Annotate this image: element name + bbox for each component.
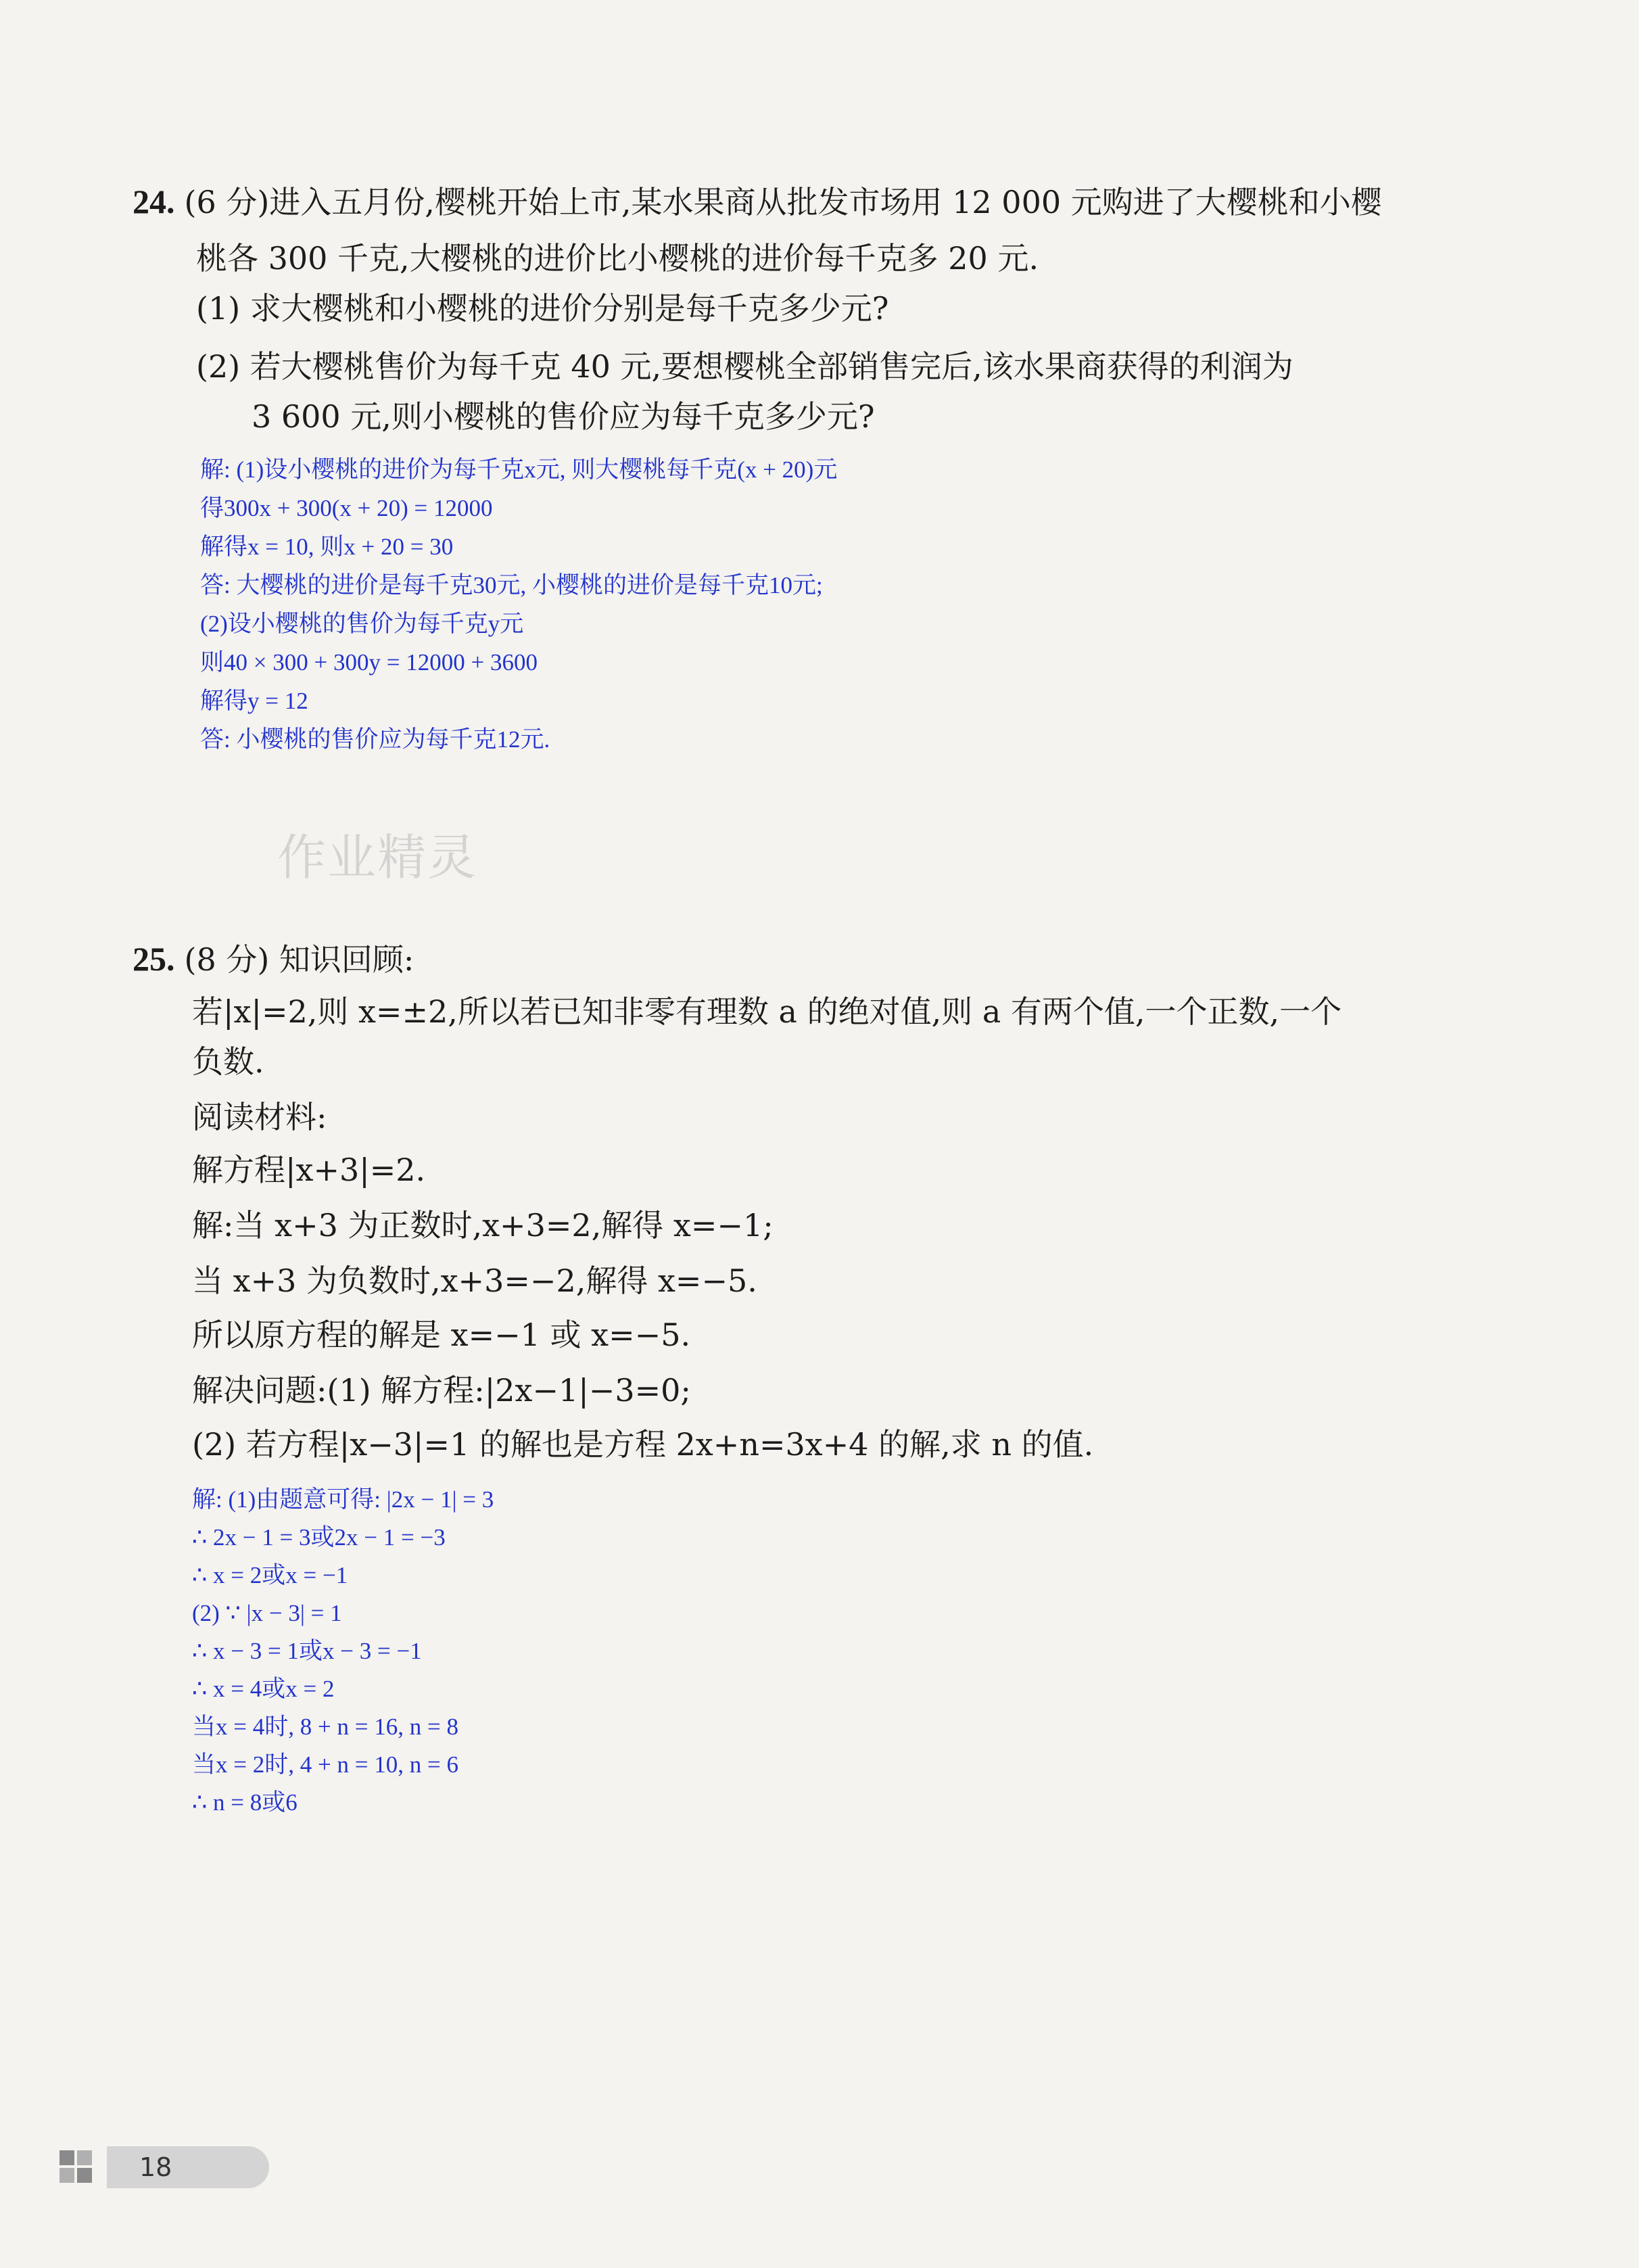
question-24-line-1 bbox=[133, 177, 1382, 227]
solution-line: 得300x + 300(x + 20) = 12000 bbox=[200, 495, 493, 521]
solution-line: 当x = 4时, 8 + n = 16, n = 8 bbox=[192, 1714, 458, 1740]
question-24-part-2b: 3 600 元,则小樱桃的售价应为每千克多少元? bbox=[252, 398, 875, 435]
solution-line: 解得y = 12 bbox=[200, 688, 308, 714]
question-25-text: 若|x|=2,则 x=±2,所以若已知非零有理数 a 的绝对值,则 a 有两个值,一个正数,一个 bbox=[192, 993, 1342, 1030]
grid-square-icon bbox=[77, 2150, 92, 2165]
question-24-text-1: (6 分)进入五月份,樱桃开始上市,某水果商从批发市场用 12 000 元购进了大樱桃和小樱 bbox=[184, 184, 1382, 220]
solution-line: (2) ∵ |x − 3| = 1 bbox=[192, 1600, 342, 1626]
question-25-number: 25. bbox=[133, 940, 175, 978]
question-25-text: (2) 若方程|x−3|=1 的解也是方程 2x+n=3x+4 的解,求 n 的值. bbox=[192, 1426, 1094, 1463]
question-24-part-2a: (2) 若大樱桃售价为每千克 40 元,要想樱桃全部销售完后,该水果商获得的利润为 bbox=[196, 348, 1293, 385]
solution-line: (2)设小樱桃的售价为每千克y元 bbox=[200, 611, 524, 637]
question-25-text: 解方程|x+3|=2. bbox=[192, 1152, 426, 1188]
grid-square-icon bbox=[60, 2168, 74, 2183]
solution-line: ∴ n = 8或6 bbox=[192, 1789, 298, 1816]
page-number: 18 bbox=[139, 2152, 172, 2182]
question-25-line-1 bbox=[133, 935, 414, 984]
solution-line: 当x = 2时, 4 + n = 10, n = 6 bbox=[192, 1751, 458, 1778]
solution-line: 答: 大樱桃的进价是每千克30元, 小樱桃的进价是每千克10元; bbox=[200, 572, 823, 598]
question-25-head: (8 分) 知识回顾: bbox=[184, 941, 414, 978]
question-24-text-2: 桃各 300 千克,大樱桃的进价比小樱桃的进价每千克多 20 元. bbox=[196, 240, 1039, 277]
question-25-text: 解决问题:(1) 解方程:|2x−1|−3=0; bbox=[192, 1372, 691, 1409]
solution-line: 答: 小樱桃的售价应为每千克12元. bbox=[200, 726, 550, 753]
page-number-bar bbox=[107, 2146, 269, 2188]
grid-square-icon bbox=[77, 2168, 92, 2183]
question-25-text: 负数. bbox=[192, 1043, 264, 1080]
page-footer bbox=[60, 2146, 215, 2188]
solution-line: ∴ x − 3 = 1或x − 3 = −1 bbox=[192, 1638, 422, 1664]
question-25-text: 解:当 x+3 为正数时,x+3=2,解得 x=−1; bbox=[192, 1207, 774, 1244]
solution-line: ∴ 2x − 1 = 3或2x − 1 = −3 bbox=[192, 1524, 446, 1551]
question-25-text: 阅读材料: bbox=[192, 1099, 327, 1135]
solution-line: 解得x = 10, 则x + 20 = 30 bbox=[200, 534, 454, 560]
grid-square-icon bbox=[60, 2150, 74, 2165]
watermark-logo: 作业精灵 bbox=[277, 829, 478, 886]
solution-line: 则40 × 300 + 300y = 12000 + 3600 bbox=[200, 649, 538, 676]
solution-line: ∴ x = 4或x = 2 bbox=[192, 1676, 335, 1702]
question-24-number: 24. bbox=[133, 183, 175, 220]
question-25-text: 当 x+3 为负数时,x+3=−2,解得 x=−5. bbox=[192, 1262, 757, 1299]
question-24-part-1: (1) 求大樱桃和小樱桃的进价分别是每千克多少元? bbox=[196, 290, 889, 327]
solution-line: 解: (1)由题意可得: |2x − 1| = 3 bbox=[192, 1486, 494, 1513]
solution-line: 解: (1)设小樱桃的进价为每千克x元, 则大樱桃每千克(x + 20)元 bbox=[200, 456, 838, 483]
question-25-text: 所以原方程的解是 x=−1 或 x=−5. bbox=[192, 1317, 691, 1353]
solution-line: ∴ x = 2或x = −1 bbox=[192, 1562, 348, 1588]
